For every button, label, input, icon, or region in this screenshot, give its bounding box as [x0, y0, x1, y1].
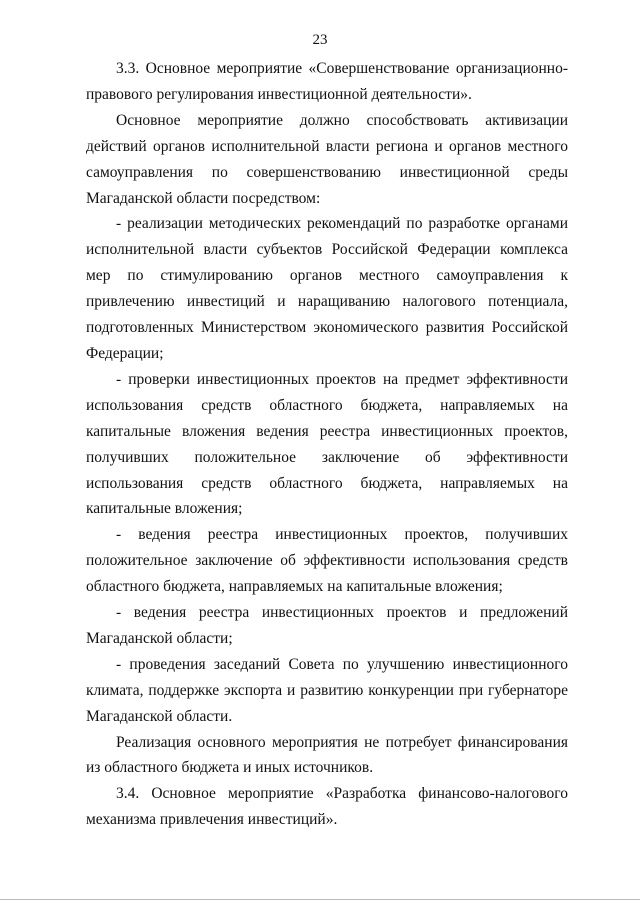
list-item-project-checks: - проверки инвестиционных проектов на предмет эффективности использования средств областного бюджета, направляемых на капитальные вложения ведения реестра инвестиционных проектов, получивших положительное заключение об эффективности использования средств областного бюджета, направляемых на капитальные вложения; — [86, 370, 568, 518]
list-item-council-meetings: - проведения заседаний Совета по улучшению инвестиционного климата, поддержке экспорта и развитию конкуренции при губернаторе Магаданской области. — [86, 655, 568, 725]
intro-paragraph: Основное мероприятие должно способствовать активизации действий органов исполнительной власти региона и органов местного самоуправления по совершенствованию инвестиционной среды Магаданской области посредством: — [86, 111, 568, 207]
financing-paragraph: Реализация основного мероприятия не потребует финансирования из областного бюджета и иных источников. — [86, 733, 568, 777]
list-item-methodical-recommendations: - реализации методических рекомендаций по разработке органами исполнительной власти субъектов Российской Федерации комплекса мер по стимулированию органов местного самоуправления к привлечению инвестиций и наращиванию налогового потенциала, подготовленных Министерством экономического развития Российской Федерации; — [86, 215, 568, 362]
section-heading-3-3: 3.3. Основное мероприятие «Совершенствование организационно-правового регулирования инвестиционной деятельности». — [86, 60, 568, 103]
bottom-divider — [0, 899, 640, 900]
section-heading-3-4: 3.4. Основное мероприятие «Разработка финансово-налогового механизма привлечения инвестиций». — [86, 785, 568, 829]
page-number: 23 — [312, 32, 328, 48]
list-item-registry-projects-proposals: - ведения реестра инвестиционных проектов и предложений Магаданской области; — [86, 604, 568, 647]
list-item-registry-approved-projects: - ведения реестра инвестиционных проектов, получивших положительное заключение об эффективности использования средств областного бюджета, направляемых на капитальные вложения; — [86, 526, 568, 596]
document-body — [86, 56, 568, 833]
